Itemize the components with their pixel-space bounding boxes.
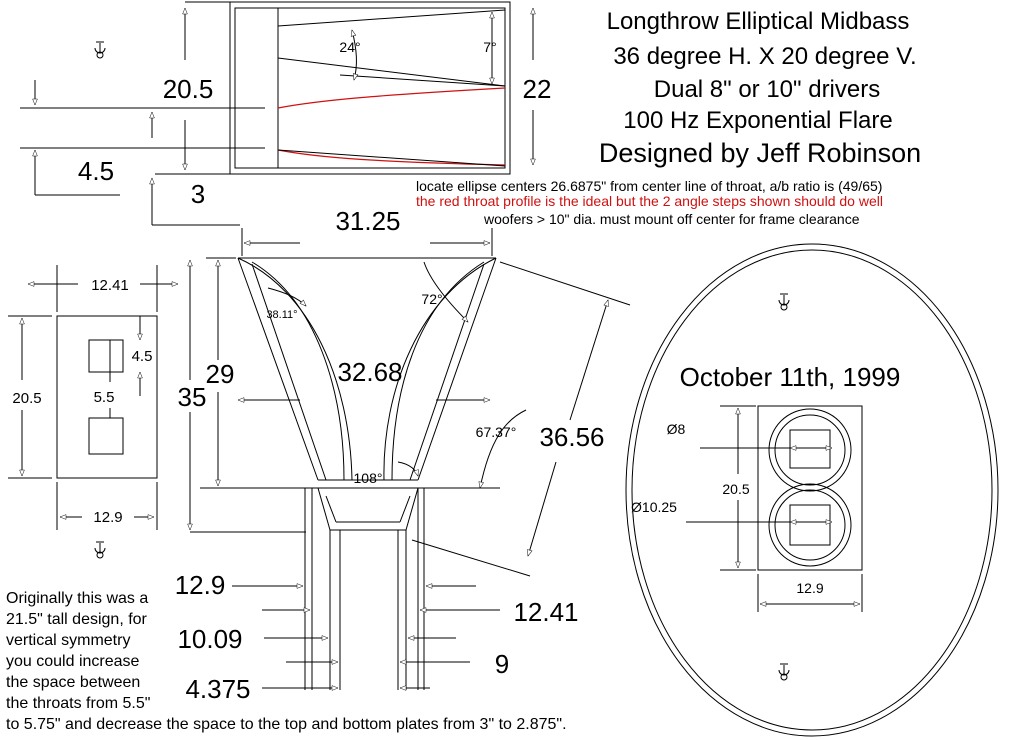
title-line-3: Dual 8" or 10" drivers [653, 76, 881, 103]
angle-67-37-label: 67.37° [475, 424, 517, 440]
baffle-view [8, 265, 178, 530]
throat-dim-4-375: 4.375 [185, 674, 251, 704]
baffle-spacing: 5.5 [93, 389, 115, 406]
angle-38-11-label: 38.11° [266, 309, 298, 321]
footnote-line-3: vertical symmetry [6, 632, 131, 649]
dim-22-side: 22 [522, 74, 552, 104]
plate-width-label: 12.9 [796, 580, 824, 596]
note-red-profile: the red throat profile is the ideal but the 2 angle steps shown should do well [416, 193, 883, 209]
center-mark-icon [779, 664, 789, 680]
footnote-line-7: to 5.75" and decrease the space to the top and bottom plates from 3" to 2.875". [6, 716, 567, 733]
baffle-width-bottom: 12.9 [93, 509, 123, 526]
flare-width-label: 32.68 [337, 357, 403, 387]
mouth-width-label: 31.25 [335, 206, 401, 236]
plate-height-label: 20.5 [722, 481, 750, 497]
ellipse-plate [626, 244, 998, 736]
height-35-label: 35 [177, 382, 207, 412]
footnote-line-5: the space between [6, 674, 141, 691]
title-line-1: Longthrow Elliptical Midbass [606, 8, 910, 35]
baffle-width-top: 12.41 [91, 277, 129, 294]
throat-dim-10-09: 10.09 [177, 624, 243, 654]
center-mark-icon [95, 542, 105, 558]
footnote-line-2: 21.5" tall design, for [6, 611, 147, 628]
angle-72-label: 72° [421, 291, 443, 307]
center-mark-icon [95, 42, 105, 58]
dia-8-label: Ø8 [666, 421, 686, 437]
title-line-2: 36 degree H. X 20 degree V. [613, 43, 917, 70]
note-woofers: woofers > 10" dia. must mount off center for frame clearance [484, 211, 860, 227]
center-mark-icon [779, 294, 789, 310]
throat-dim-9: 9 [494, 649, 510, 679]
height-29-label: 29 [205, 359, 235, 389]
title-line-5: Designed by Jeff Robinson [598, 138, 922, 168]
baffle-height: 20.5 [12, 390, 42, 407]
dia-10-25-label: Ø10.25 [631, 499, 677, 515]
angle-7-label: 7° [483, 39, 497, 55]
throat-dim-12-41: 12.41 [513, 597, 579, 627]
dim-3-side: 3 [190, 179, 206, 209]
throat-dimensions [95, 542, 579, 704]
footnote-line-6: the throats from 5.5" [6, 695, 151, 712]
footnote-line-1: Originally this was a [6, 590, 149, 607]
baffle-cutout: 4.5 [131, 348, 153, 365]
dim-4-5-side: 4.5 [77, 156, 115, 186]
dim-20-5-side: 20.5 [162, 74, 214, 104]
diagonal-36-56-label: 36.56 [539, 422, 605, 452]
angle-108-label: 108° [353, 470, 383, 486]
title-line-4: 100 Hz Exponential Flare [623, 107, 893, 134]
footnote-line-4: you could increase [6, 653, 140, 670]
red-throat-profile-upper [278, 88, 505, 108]
angle-24-label: 24° [339, 39, 361, 55]
date-label: October 11th, 1999 [679, 362, 901, 392]
note-ellipse-centers: locate ellipse centers 26.6875" from center line of throat, a/b ratio is (49/65) [416, 178, 883, 194]
throat-dim-12-9: 12.9 [174, 570, 226, 600]
